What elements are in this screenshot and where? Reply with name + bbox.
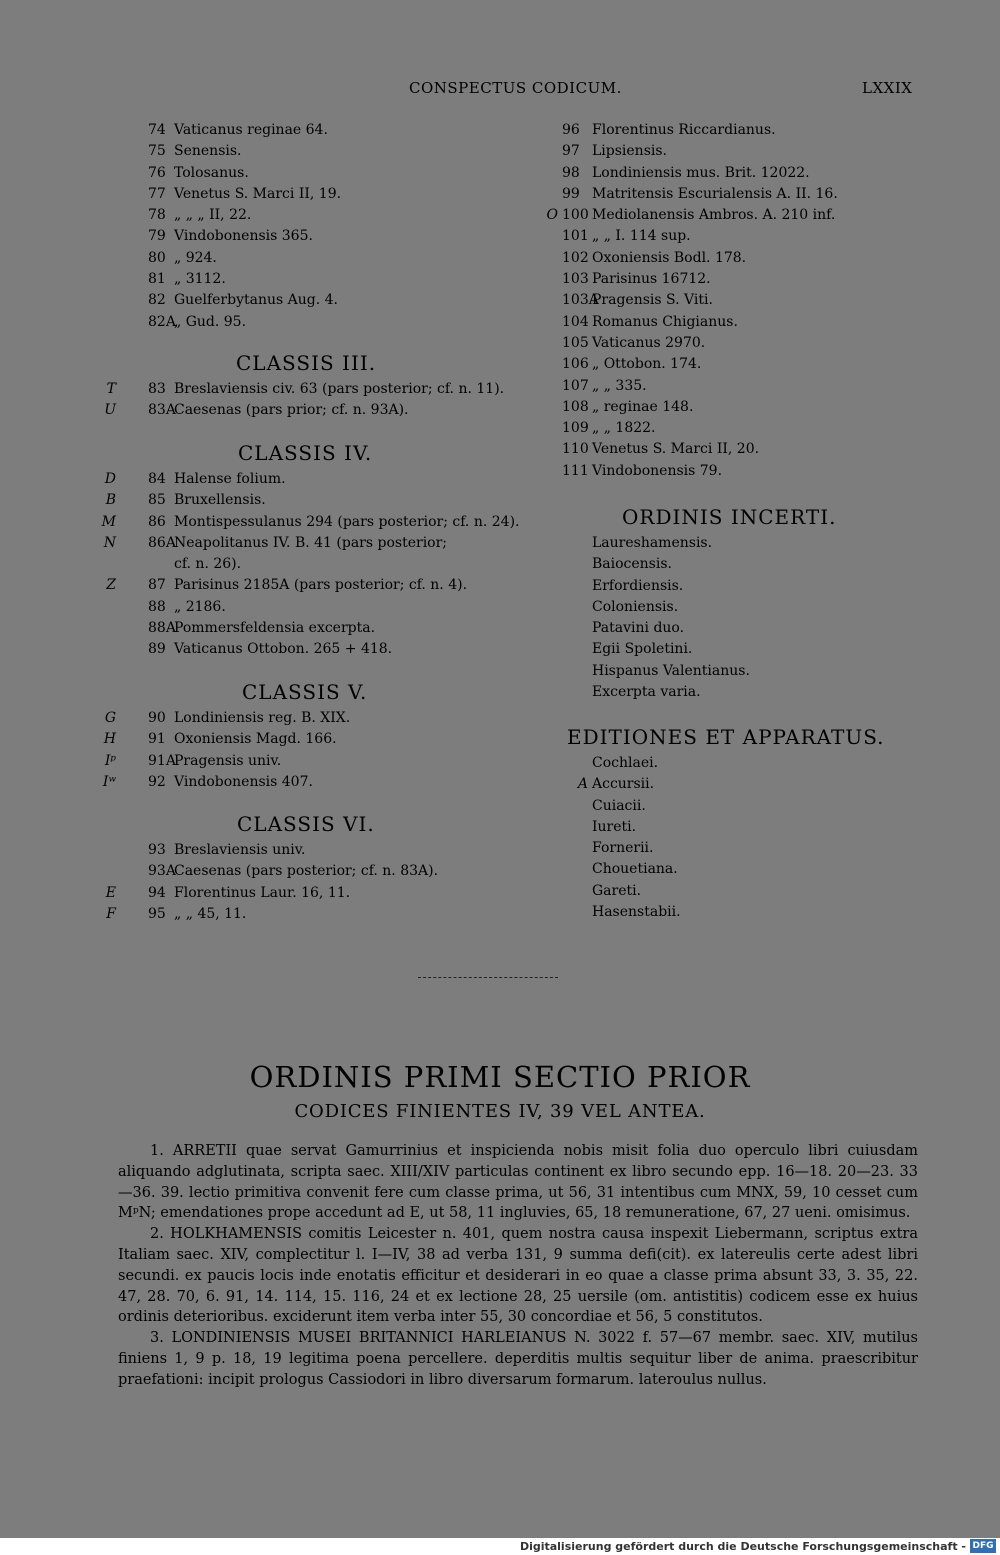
- entry-text: Vindobonensis 407.: [174, 773, 313, 790]
- entry-text: Senensis.: [174, 143, 242, 160]
- entry-text: Chouetiana.: [592, 861, 678, 878]
- entry-text: Cuiacii.: [592, 797, 646, 814]
- siglum: B: [105, 492, 116, 509]
- section-subtitle: CODICES FINIENTES IV, 39 VEL ANTEA.: [294, 1101, 706, 1122]
- entry-number: 75: [148, 143, 166, 160]
- entry-text: Parisinus 16712.: [592, 271, 711, 288]
- entry-text: Venetus S. Marci II, 19.: [174, 185, 342, 202]
- entry-text: Caesenas (pars posterior; cf. n. 83A).: [174, 863, 439, 880]
- entry-number: 107: [562, 377, 589, 394]
- entry-number: 103A: [562, 292, 599, 309]
- entry-number: 80: [148, 249, 166, 266]
- entry-number: 96: [562, 122, 580, 138]
- section-separator: [418, 977, 558, 978]
- siglum: T: [106, 381, 116, 397]
- siglum: F: [106, 905, 116, 922]
- siglum: M: [101, 513, 116, 530]
- entry-text: Mediolanensis Ambros. A. 210 inf.: [592, 207, 836, 224]
- siglum: Iᵖ: [104, 752, 116, 769]
- entry-text: Tolosanus.: [174, 164, 249, 181]
- entry-text: Hasenstabii.: [592, 904, 681, 921]
- entry-number: 82: [148, 292, 166, 309]
- entry-text: Londiniensis mus. Brit. 12022.: [592, 164, 810, 181]
- paragraph: 3. LONDINIENSIS MUSEI BRITANNICI HARLEIANUS N. 3022 f. 57—67 membr. saec. XIV, mutilus finiens 1, 9 p. 18, 19 legitima poena percellere. deperditis multis sequitur liber de anima. praescribitur praefationi: incipit prologus Cassiodori in libro diversarum formarum. lateroulus nullus.: [118, 1330, 918, 1388]
- entry-text: „ Gud. 95.: [174, 313, 247, 330]
- entry-text: „ 924.: [174, 249, 217, 266]
- entry-text: Erfordiensis.: [592, 577, 684, 594]
- entry-text: Vindobonensis 365.: [174, 228, 313, 245]
- siglum: H: [103, 731, 116, 748]
- entry-text: Guelferbytanus Aug. 4.: [174, 292, 338, 309]
- entry-number: 89: [148, 641, 166, 658]
- entry-number: 88A: [148, 620, 176, 637]
- entry-text: Gareti.: [592, 882, 642, 899]
- entry-text: „ 3112.: [174, 271, 226, 288]
- classis-iv-heading: CLASSIS IV.: [238, 441, 373, 465]
- entry-text: Vindobonensis 79.: [592, 462, 723, 479]
- entry-text: Pragensis univ.: [174, 752, 282, 769]
- siglum: G: [104, 710, 116, 726]
- entry-number: 76: [148, 164, 166, 181]
- entry-text: Venetus S. Marci II, 20.: [592, 441, 760, 458]
- siglum: O: [546, 207, 558, 224]
- entry-text: „ „ 335.: [592, 377, 647, 394]
- entry-text: Londiniensis reg. B. XIX.: [174, 710, 351, 726]
- entry-text: Vaticanus Ottobon. 265 + 418.: [174, 641, 393, 658]
- entry-number: 74: [148, 122, 166, 138]
- entry-text: Bruxellensis.: [174, 492, 266, 509]
- entry-text: Florentinus Laur. 16, 11.: [174, 884, 351, 901]
- entry-number: 98: [562, 164, 580, 181]
- entry-number: 79: [148, 228, 166, 245]
- entry-number: 83A: [148, 402, 176, 419]
- entry-number: 91: [148, 731, 166, 748]
- entry-text: Coloniensis.: [592, 598, 679, 615]
- footer-credit: Digitalisierung gefördert durch die Deutsche Forschungsgemeinschaft -: [519, 1540, 966, 1553]
- siglum: E: [105, 884, 116, 901]
- entry-text: „ „ I. 114 sup.: [592, 228, 691, 245]
- entry-text: cf. n. 26).: [174, 556, 242, 573]
- section-title: ORDINIS PRIMI SECTIO PRIOR: [249, 1060, 751, 1094]
- entry-text: Breslaviensis civ. 63 (pars posterior; cf. n. 11).: [174, 381, 505, 397]
- page-number: LXXIX: [862, 79, 913, 97]
- entry-number: 97: [562, 143, 580, 160]
- entry-text: Neapolitanus IV. B. 41 (pars posterior;: [174, 534, 448, 551]
- entry-text: Hispanus Valentianus.: [592, 662, 750, 679]
- entry-number: 93A: [148, 863, 176, 880]
- entry-number: 86: [148, 513, 166, 530]
- siglum: D: [104, 471, 116, 487]
- ordinis-incerti-heading: ORDINIS INCERTI.: [622, 505, 837, 529]
- entry-text: Montispessulanus 294 (pars posterior; cf. n. 24).: [174, 513, 520, 530]
- entry-number: 111: [562, 462, 589, 479]
- entry-text: „ „ „ II, 22.: [174, 207, 252, 224]
- entry-number: 93: [148, 842, 166, 858]
- entry-number: 99: [562, 185, 580, 202]
- entry-text: Vaticanus 2970.: [592, 334, 706, 351]
- entry-number: 86A: [148, 534, 176, 551]
- entry-number: 92: [148, 773, 166, 790]
- entry-text: Oxoniensis Bodl. 178.: [592, 249, 747, 266]
- classis-v-heading: CLASSIS V.: [242, 680, 368, 704]
- entry-number: 106: [562, 356, 589, 373]
- entry-text: Iureti.: [592, 818, 637, 835]
- entry-number: 81: [148, 271, 166, 288]
- entry-text: Patavini duo.: [592, 620, 685, 637]
- entry-number: 101: [562, 228, 589, 245]
- entry-number: 100: [562, 207, 589, 224]
- editiones-heading: EDITIONES ET APPARATUS.: [567, 725, 885, 749]
- entry-number: 103: [562, 271, 589, 288]
- entry-text: Florentinus Riccardianus.: [592, 122, 776, 138]
- entry-number: 77: [148, 185, 166, 202]
- entry-text: „ reginae 148.: [592, 398, 694, 415]
- entry-number: 82A: [148, 313, 176, 330]
- paragraph: 1. ARRETII quae servat Gamurrinius et inspicienda nobis misit folia duo operculo libri cuiusdam aliquando adglutinata, scripta saec. XIII/XIV particulas continent ex libro secundo epp. 16—18. 20—23. 33—36. 39. lectio primitiva convenit fere cum classe prima, ut 56, 31 intentibus cum MNX, 59, 10 cesset cum MᵖN; emendationes prope accedunt ad E, ut 58, 11 ingluvies, 65, 18 remuneratione, 67, 27 ueni. omisimus.: [118, 1143, 918, 1222]
- entry-number: 95: [148, 905, 166, 922]
- entry-number: 105: [562, 334, 589, 351]
- classis-iii-heading: CLASSIS III.: [236, 351, 377, 375]
- entry-text: Breslaviensis univ.: [174, 842, 306, 858]
- entry-text: Lipsiensis.: [592, 143, 667, 160]
- dfg-logo: DFG: [970, 1539, 996, 1553]
- entry-text: Egii Spoletini.: [592, 641, 693, 658]
- siglum: A: [577, 776, 588, 793]
- entry-text: Accursii.: [592, 776, 655, 793]
- entry-text: Caesenas (pars prior; cf. n. 93A).: [174, 402, 409, 419]
- entry-text: Halense folium.: [174, 471, 286, 487]
- entry-text: Fornerii.: [592, 840, 654, 857]
- entry-text: Matritensis Escurialensis A. II. 16.: [592, 185, 838, 202]
- entry-number: 78: [148, 207, 166, 224]
- entry-number: 102: [562, 249, 589, 266]
- siglum: N: [103, 534, 116, 551]
- entry-number: 84: [148, 471, 166, 487]
- entry-text: Excerpta varia.: [592, 684, 701, 701]
- entry-text: Pragensis S. Viti.: [592, 292, 713, 309]
- entry-text: „ 2186.: [174, 598, 226, 615]
- section-paragraphs: [118, 1141, 918, 1391]
- running-title: CONSPECTUS CODICUM.: [409, 79, 622, 97]
- entry-text: „ „ 1822.: [592, 420, 656, 437]
- entry-number: 109: [562, 420, 589, 437]
- siglum: Z: [106, 577, 116, 594]
- entry-number: 90: [148, 710, 166, 726]
- entry-text: Baiocensis.: [592, 556, 672, 573]
- paragraph: 2. HOLKHAMENSIS comitis Leicester n. 401, quem nostra causa inspexit Liebermann, scriptus extra Italiam saec. XIV, complectitur l. I—IV, 38 ad verba 131, 9 summa defi(cit). ex latereulis certe adest libri secundi. ex paucis locis inde enotatis efficitur et desiderari in eo quae a classe prima absunt 33, 3. 35, 22. 47, 28. 70, 6. 91, 14. 114, 15. 116, 24 et ex lectione 28, 25 uersile (om. antistitis) codicem esse ex huius ordinis deterioribus. exciderunt item verba inter 55, 30 concordiae et 56, 5 constitutos.: [118, 1226, 918, 1326]
- entry-text: Cochlaei.: [592, 755, 659, 771]
- entry-number: 88: [148, 598, 166, 615]
- entry-number: 94: [148, 884, 166, 901]
- entry-text: Romanus Chigianus.: [592, 313, 738, 330]
- entry-text: „ „ 45, 11.: [174, 905, 247, 922]
- classis-vi-heading: CLASSIS VI.: [237, 812, 375, 836]
- entry-number: 110: [562, 441, 589, 458]
- entry-text: Vaticanus reginae 64.: [174, 122, 328, 138]
- entry-number: 108: [562, 398, 589, 415]
- entry-text: Pommersfeldensia excerpta.: [174, 620, 376, 637]
- entry-text: Parisinus 2185A (pars posterior; cf. n. 4).: [174, 577, 468, 594]
- entry-number: 104: [562, 313, 589, 330]
- entry-text: Oxoniensis Magd. 166.: [174, 731, 337, 748]
- entry-number: 87: [148, 577, 166, 594]
- entry-text: „ Ottobon. 174.: [592, 356, 702, 373]
- entry-number: 83: [148, 381, 166, 397]
- siglum: U: [104, 402, 116, 419]
- entry-text: Laureshamensis.: [592, 535, 713, 551]
- entry-number: 85: [148, 492, 166, 509]
- siglum: Iʷ: [102, 773, 116, 790]
- entry-number: 91A: [148, 752, 176, 769]
